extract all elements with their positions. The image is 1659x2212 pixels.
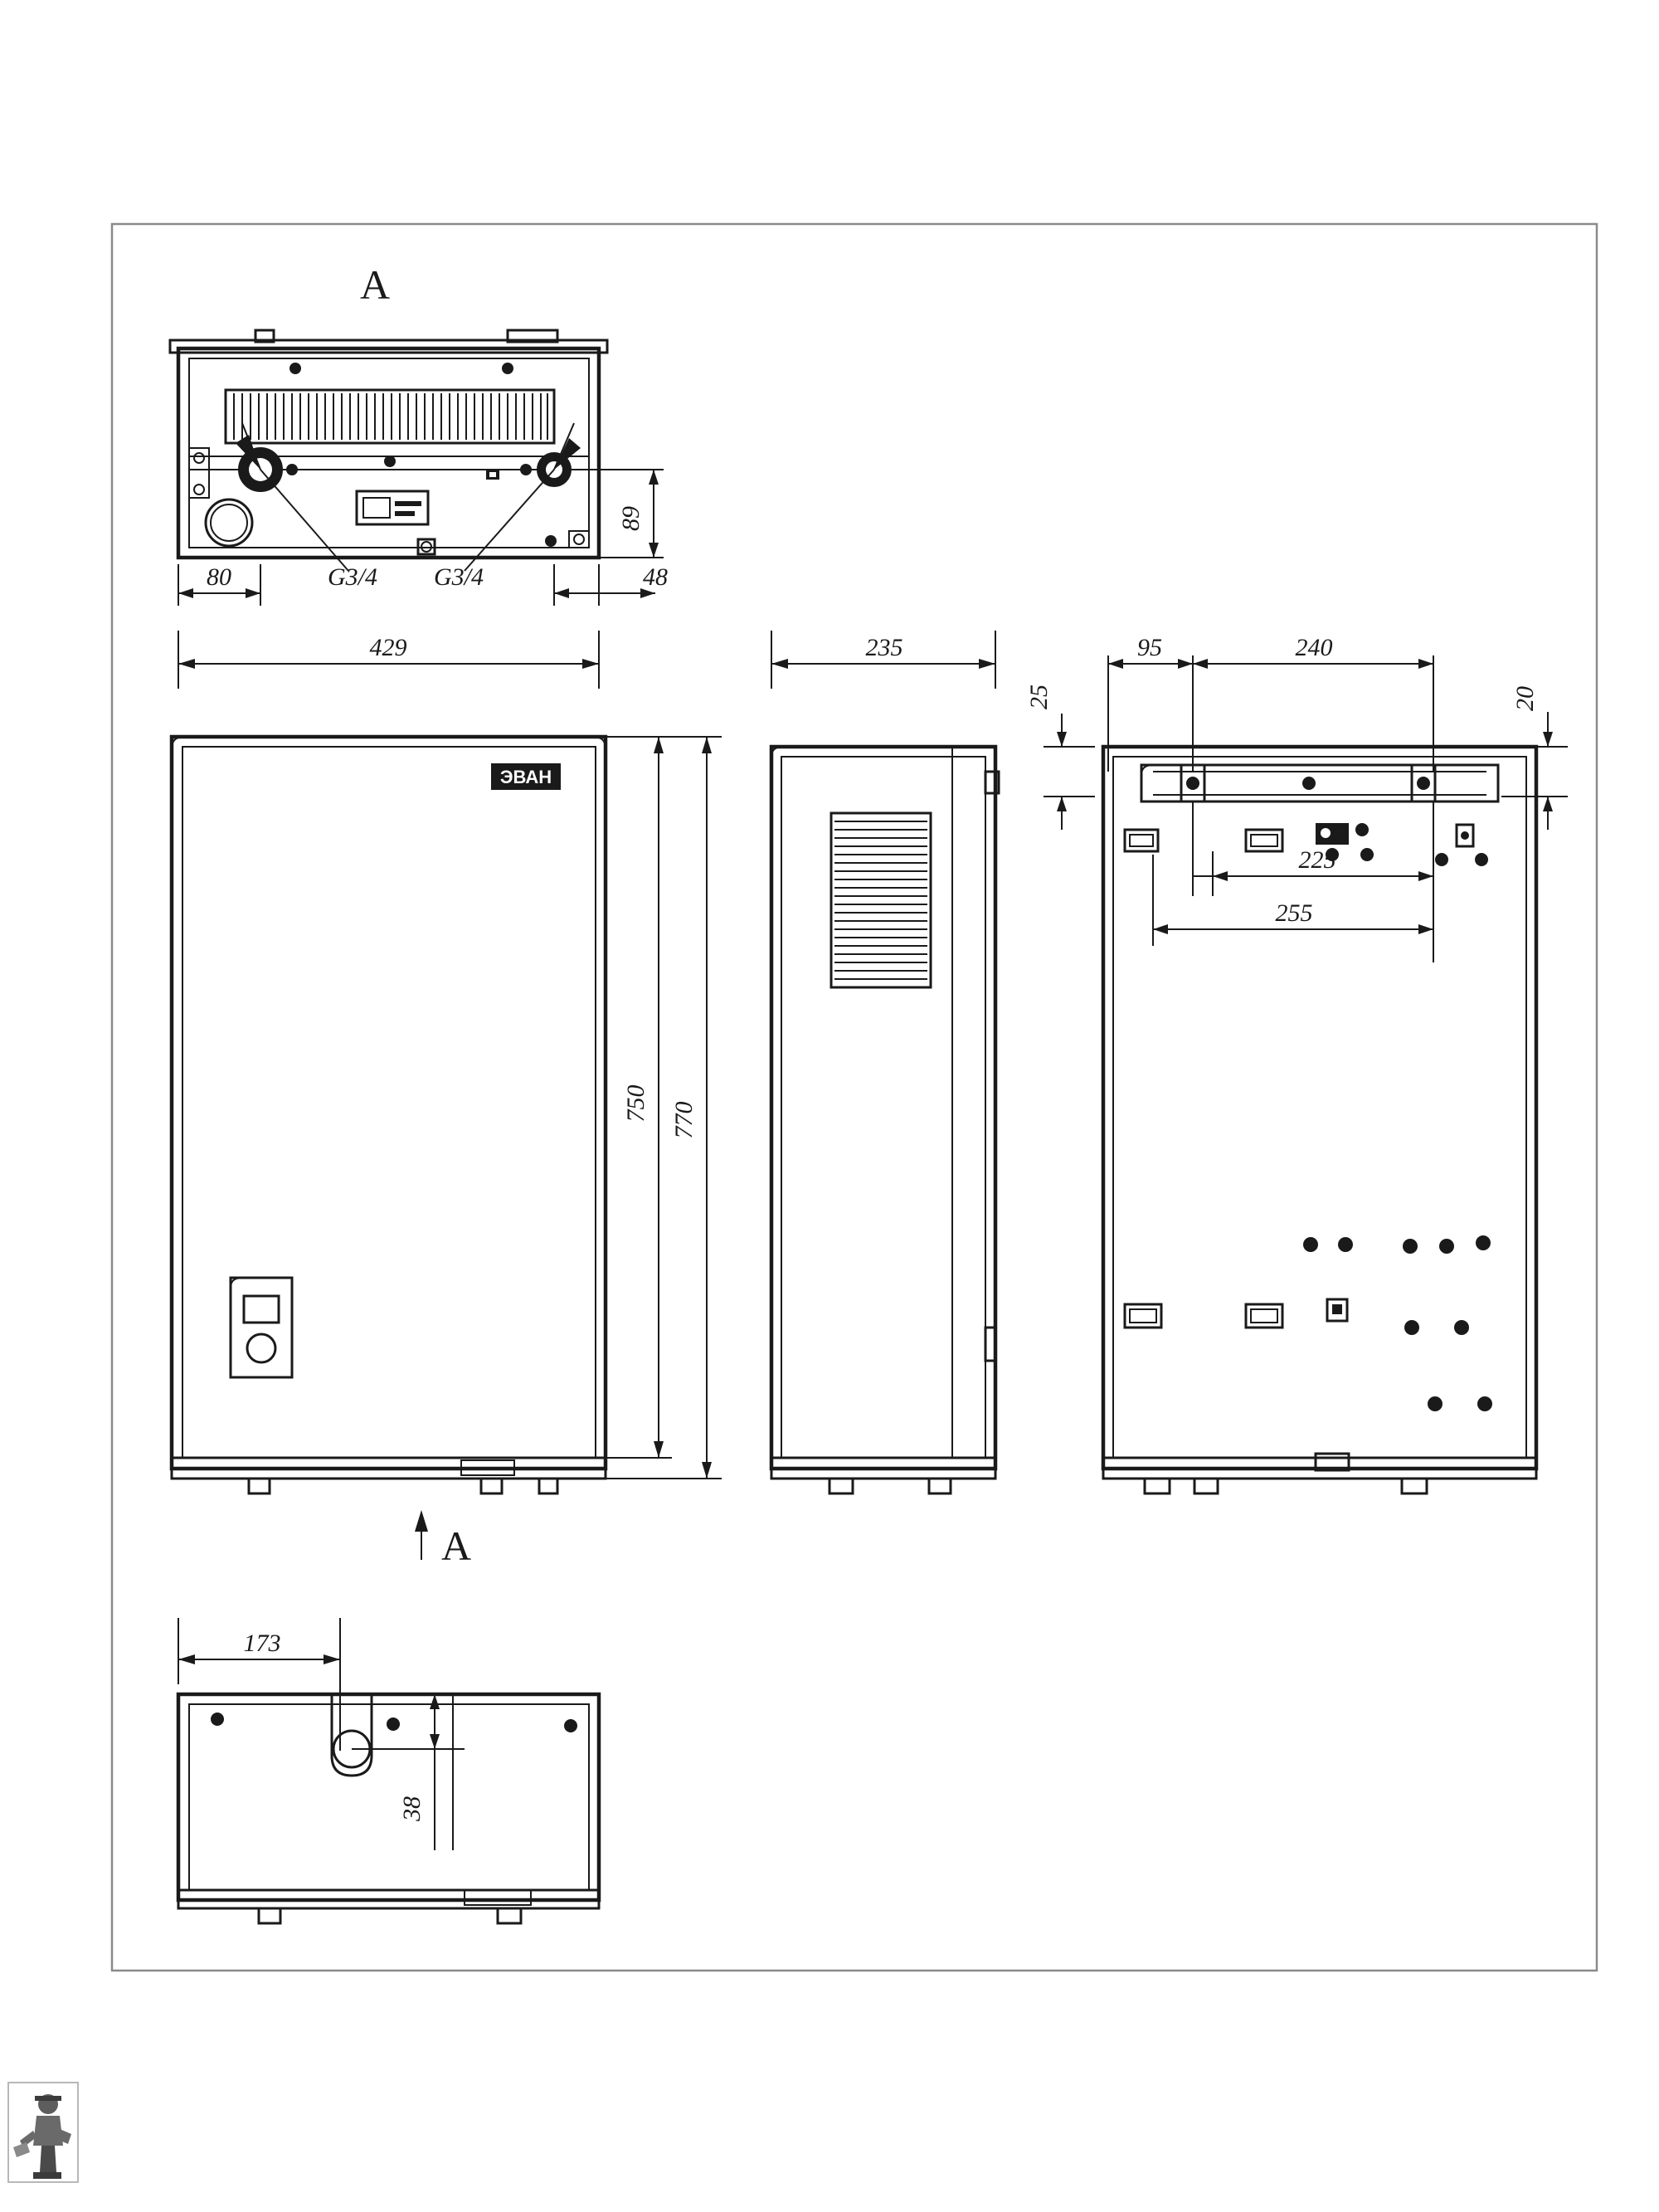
view-rear xyxy=(1025,634,1568,1493)
watermark-plumber-icon xyxy=(8,2083,78,2182)
control-panel xyxy=(231,1278,292,1377)
side-louvers xyxy=(831,813,931,987)
dim-225: 225 xyxy=(1298,846,1336,874)
dim-80: 80 xyxy=(207,563,231,591)
dim-429-group xyxy=(178,631,599,689)
dim-240: 240 xyxy=(1295,634,1333,661)
dim-770: 770 xyxy=(670,1101,698,1139)
view-top xyxy=(170,261,607,571)
rear-lower-brackets xyxy=(1125,1299,1347,1328)
view-front xyxy=(172,631,606,1493)
dim-255: 255 xyxy=(1275,899,1313,927)
section-label-top: A xyxy=(359,261,391,308)
terminal-block xyxy=(357,491,428,524)
rear-hole-pattern xyxy=(1303,1235,1492,1411)
dim-g34-right: G3/4 xyxy=(434,563,484,591)
dim-429: 429 xyxy=(369,634,407,661)
dim-38: 38 xyxy=(398,1796,426,1821)
dim-95: 95 xyxy=(1137,634,1162,661)
dim-20: 20 xyxy=(1511,686,1539,711)
section-arrow-bottom xyxy=(415,1510,471,1569)
page-border xyxy=(112,224,1597,1971)
section-label-bottom: A xyxy=(441,1523,472,1569)
view-bottom xyxy=(178,1618,599,1923)
dim-25: 25 xyxy=(1025,685,1053,709)
dim-235: 235 xyxy=(865,634,903,661)
flue-cutout xyxy=(206,499,252,546)
brand-logo xyxy=(491,763,561,790)
top-louvers xyxy=(226,390,554,443)
brand-text: ЭВАН xyxy=(499,767,552,787)
dims-front-view xyxy=(606,737,722,1479)
dim-48: 48 xyxy=(643,563,668,591)
dim-g34-left: G3/4 xyxy=(328,563,377,591)
dims-rear-lower xyxy=(1153,801,1433,962)
dim-89: 89 xyxy=(617,506,645,531)
dim-750: 750 xyxy=(622,1084,649,1123)
mounting-rail xyxy=(1141,765,1498,801)
bottom-notch xyxy=(332,1694,372,1776)
view-side xyxy=(771,631,999,1493)
dim-173: 173 xyxy=(243,1630,281,1657)
